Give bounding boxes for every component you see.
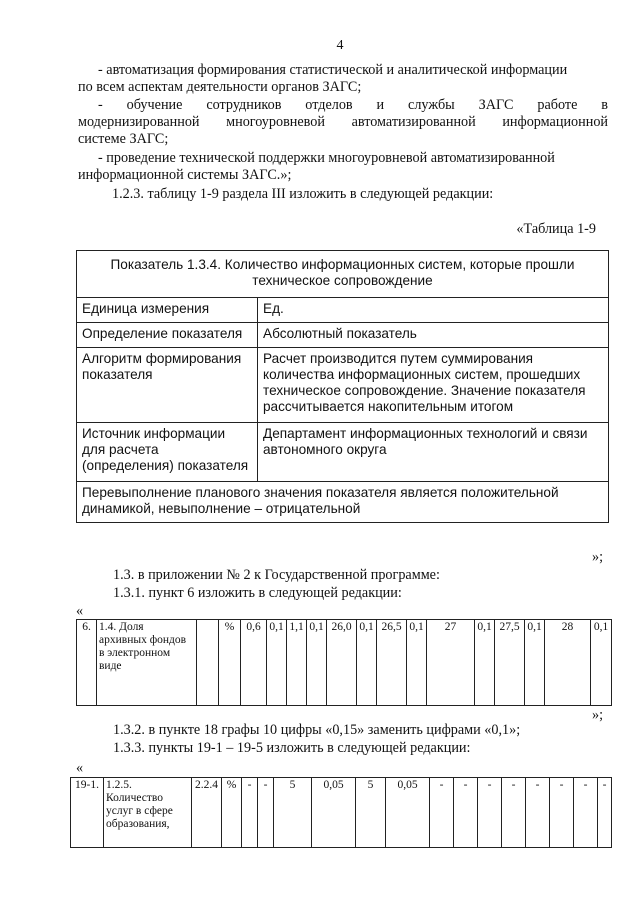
table-row <box>71 778 612 848</box>
row-value: Абсолютный показатель <box>258 323 609 348</box>
section-line-2: 1.3.1. пункт 6 изложить в следующей редакции: <box>113 585 402 601</box>
cell: 0,1 <box>307 620 327 706</box>
table-row <box>77 323 609 348</box>
cell: 19-1. <box>71 778 104 848</box>
table-row <box>77 423 609 482</box>
cell: - <box>454 778 478 848</box>
row-label: Определение показателя <box>77 323 258 348</box>
cell <box>197 620 219 706</box>
cell: - <box>478 778 502 848</box>
row-value: Расчет производится путем суммирования количества информационных систем, прошедших техническое сопровождение. Значение показателя рассчитывается накопительным итогом <box>258 348 609 423</box>
table-footer-row <box>77 482 609 523</box>
intro-line-6: - проведение технической поддержки многоуровневой автоматизированной <box>98 150 555 166</box>
cell: - <box>526 778 550 848</box>
row-value: Ед. <box>258 298 609 323</box>
intro-line-2: по всем аспектам деятельности органов ЗАГС; <box>78 79 362 95</box>
indicator-table <box>76 250 609 523</box>
cell: - <box>430 778 454 848</box>
row-label: Алгоритм формирования показателя <box>77 348 258 423</box>
cell: 0,1 <box>475 620 495 706</box>
cell: 28 <box>545 620 591 706</box>
cell: - <box>574 778 598 848</box>
cell: 1.4. Доля архивных фондов в электронном виде <box>97 620 197 706</box>
intro-line-4: модернизированной многоуровневой автоматизированной информационной <box>78 114 608 130</box>
row19-table <box>70 777 612 848</box>
cell: 26,5 <box>377 620 407 706</box>
table-header-row <box>77 251 609 298</box>
page-number: 4 <box>336 38 344 53</box>
cell: 6. <box>77 620 97 706</box>
close-quote: »; <box>592 707 604 723</box>
table-header-cell: Показатель 1.3.4. Количество информационных систем, которые прошли техническое сопровождение <box>77 251 609 298</box>
open-quote: « <box>76 760 84 776</box>
cell: 27 <box>427 620 475 706</box>
row-label: Источник информации для расчета (определения) показателя <box>77 423 258 482</box>
cell: 0,1 <box>267 620 287 706</box>
intro-line-8: 1.2.3. таблицу 1-9 раздела III изложить в следующей редакции: <box>112 186 494 202</box>
cell: % <box>222 778 242 848</box>
cell: - <box>242 778 258 848</box>
cell: 0,05 <box>386 778 430 848</box>
cell: 0,1 <box>357 620 377 706</box>
section-line-3: 1.3.2. в пункте 18 графы 10 цифры «0,15» заменить цифрами «0,1»; <box>113 722 521 738</box>
cell: 0,05 <box>312 778 356 848</box>
table-caption: «Таблица 1-9 <box>516 221 596 237</box>
table-row <box>77 620 612 706</box>
cell: - <box>258 778 274 848</box>
cell: % <box>219 620 241 706</box>
row-label: Единица измерения <box>77 298 258 323</box>
section-line-4: 1.3.3. пункты 19-1 – 19-5 изложить в следующей редакции: <box>113 740 471 756</box>
section-line-1: 1.3. в приложении № 2 к Государственной программе: <box>113 567 440 583</box>
row-value: Департамент информационных технологий и связи автономного округа <box>258 423 609 482</box>
cell: 27,5 <box>495 620 525 706</box>
close-quote: »; <box>592 549 604 565</box>
row6-table <box>76 619 612 706</box>
intro-line-5: системе ЗАГС; <box>78 131 169 147</box>
cell: 0,1 <box>407 620 427 706</box>
intro-line-3: - обучение сотрудников отделов и службы ЗАГС работе в <box>98 97 608 113</box>
table-row <box>77 348 609 423</box>
intro-line-1: - автоматизация формирования статистической и аналитической информации <box>98 62 568 78</box>
intro-line-7: информационной системы ЗАГС.»; <box>78 167 292 183</box>
cell: 2.2.4 <box>192 778 222 848</box>
cell: - <box>502 778 526 848</box>
cell: - <box>598 778 612 848</box>
cell: 0,6 <box>241 620 267 706</box>
cell: - <box>550 778 574 848</box>
table-row <box>77 298 609 323</box>
cell: 0,1 <box>525 620 545 706</box>
table-footer-cell: Перевыполнение планового значения показателя является положительной динамикой, невыполнение – отрицательной <box>77 482 609 523</box>
cell: 1.2.5. Количество услуг в сфере образования, <box>104 778 192 848</box>
open-quote: « <box>76 603 84 619</box>
cell: 26,0 <box>327 620 357 706</box>
cell: 1,1 <box>287 620 307 706</box>
cell: 5 <box>356 778 386 848</box>
cell: 5 <box>274 778 312 848</box>
cell: 0,1 <box>591 620 612 706</box>
